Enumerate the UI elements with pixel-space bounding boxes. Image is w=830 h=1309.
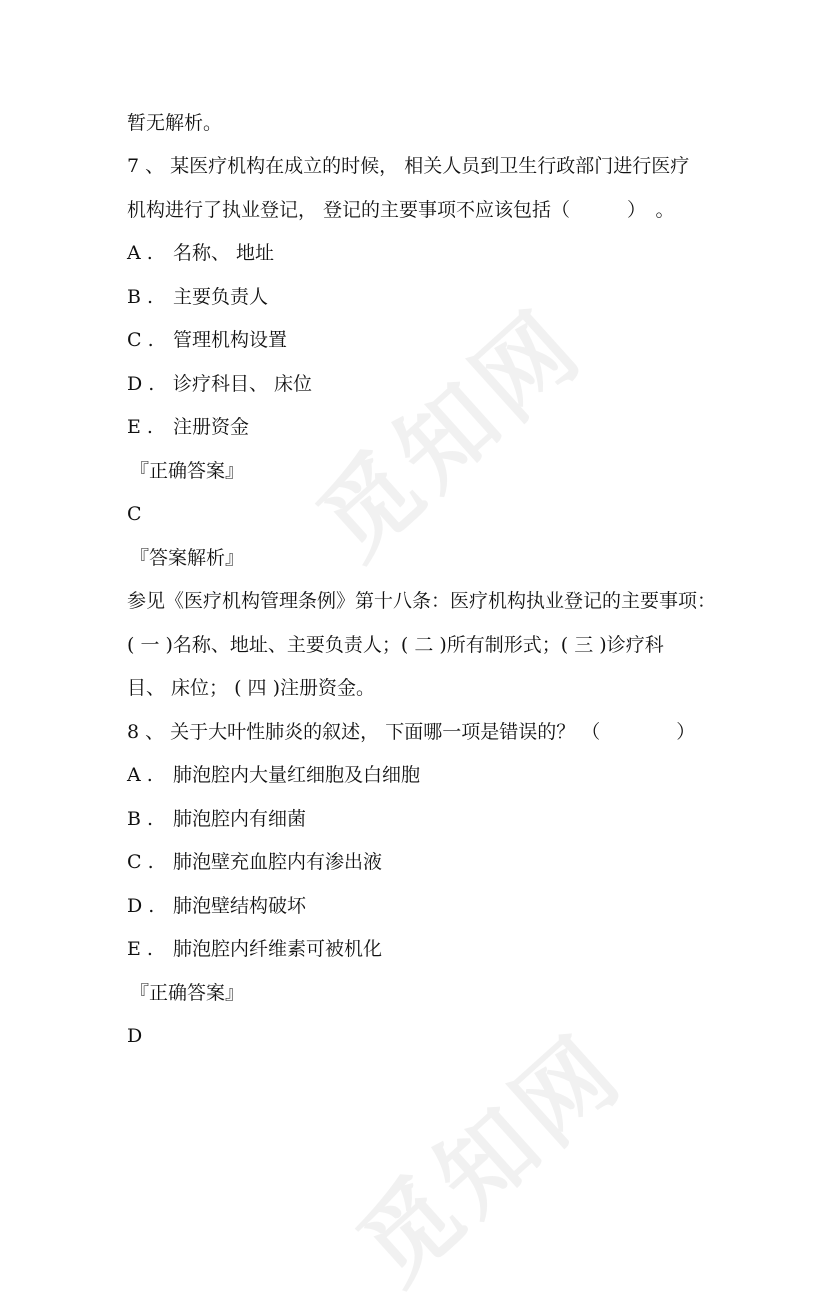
option-letter: E . [127,416,153,438]
q7-analysis-heading: 『答案解析』 [130,547,245,569]
watermark: 觅知网 [297,288,605,581]
previous-analysis-text: 暂无解析。 [127,112,223,134]
q8-option-d [127,894,306,918]
option-letter: D . [127,895,155,917]
option-letter: C . [127,851,154,873]
option-letter: A . [127,242,153,264]
option-letter: D . [127,373,155,395]
option-text: 注册资金 [173,416,250,438]
option-letter: B . [127,286,154,308]
q7-option-e [127,415,249,439]
option-text: 诊疗科目、 床位 [173,373,313,395]
option-text: 管理机构设置 [173,329,288,351]
q7-analysis-line-1: 参见《医疗机构管理条例》第十八条：医疗机构执业登记的主要事项： [127,590,717,612]
q7-option-d [127,372,312,396]
q8-stem-line-1: 8 、 关于大叶性肺炎的叙述， 下面哪一项是错误的？ （ ） [127,721,696,743]
q8-option-e [127,937,382,961]
option-letter: A . [127,764,153,786]
q7-stem-line-1: 7 、 某医疗机构在成立的时候， 相关人员到卫生行政部门进行医疗 [127,155,690,177]
option-letter: E . [127,938,153,960]
q7-answer: C [127,503,142,525]
option-letter: B . [127,808,154,830]
q8-option-a [127,763,420,787]
q8-answer-heading: 『正确答案』 [130,982,245,1004]
q7-option-c [127,328,287,352]
option-text: 主要负责人 [173,286,269,308]
q8-option-b [127,807,306,831]
q7-option-b [127,285,268,309]
q7-analysis-line-3: 目、 床位； ( 四 )注册资金。 [127,677,375,699]
option-text: 肺泡腔内有细菌 [173,808,307,830]
option-text: 肺泡壁充血腔内有渗出液 [173,851,383,873]
q7-analysis-line-2: ( 一 )名称、地址、主要负责人；( 二 )所有制形式；( 三 )诊疗科 [127,634,664,656]
option-text: 肺泡壁结构破坏 [173,895,307,917]
option-text: 名称、 地址 [173,242,275,264]
option-text: 肺泡腔内纤维素可被机化 [173,938,383,960]
option-letter: C . [127,329,154,351]
q7-answer-heading: 『正确答案』 [130,460,245,482]
watermark: 觅知网 [337,1013,645,1306]
q8-answer: D [127,1025,143,1047]
q7-stem-line-2: 机构进行了执业登记， 登记的主要事项不应该包括（ ） 。 [127,199,675,221]
q8-option-c [127,850,382,874]
q7-option-a [127,241,274,265]
option-text: 肺泡腔内大量红细胞及白细胞 [173,764,421,786]
